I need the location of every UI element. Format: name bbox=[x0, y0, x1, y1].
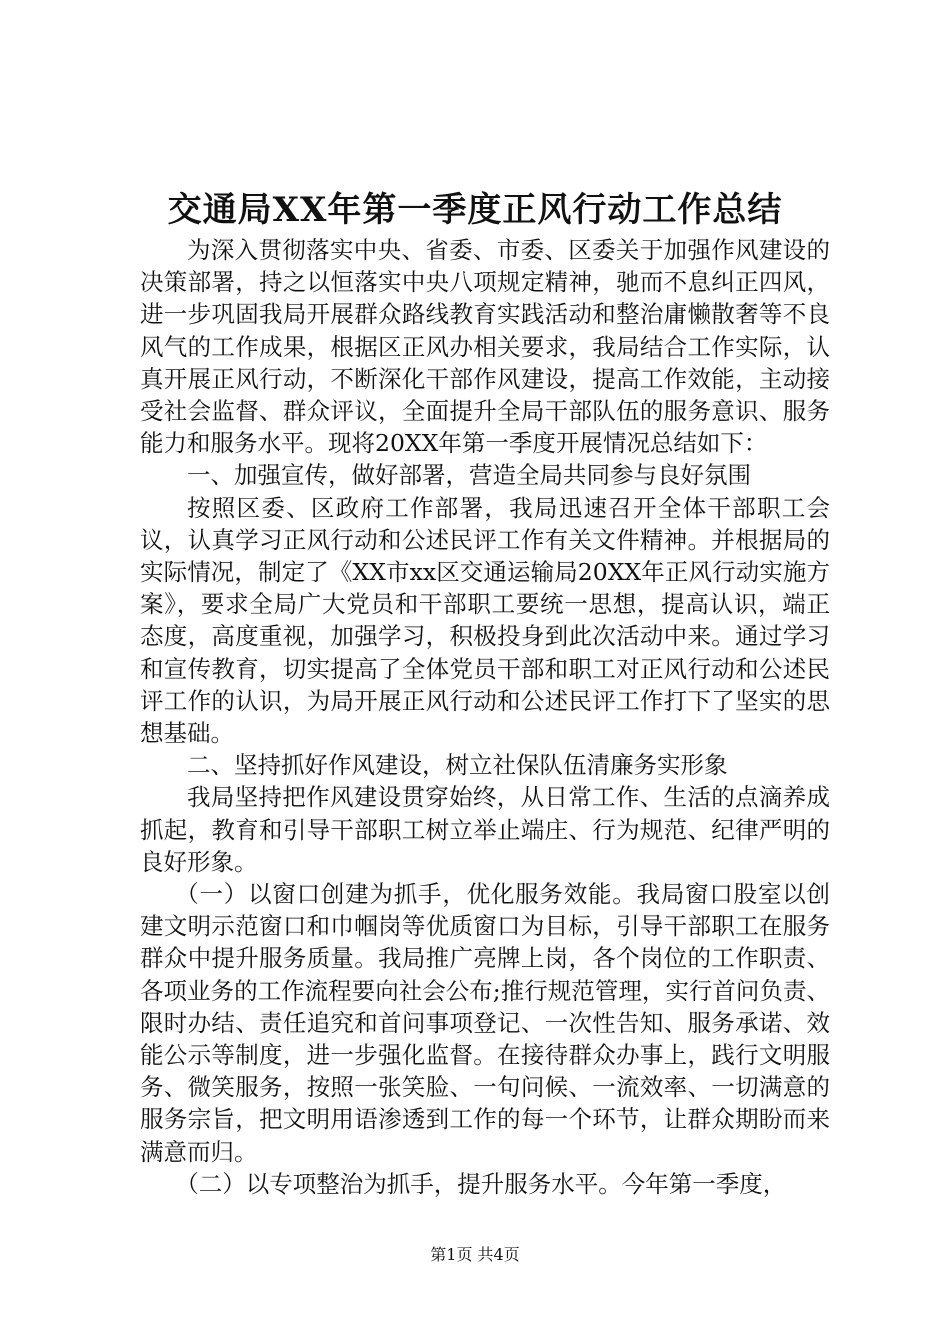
paragraph-section-1: 按照区委、区政府工作部署，我局迅速召开全体干部职工会议，认真学习正风行动和公述民评工作有关文件精神。并根据局的实际情况，制定了《XX市xx区交通运输局20XX年正风行动实施方案》，要求全局广大党员和干部职工要统一思想，提高认识，端正态度，高度重视，加强学习，积极投身到此次活动中来。通过学习和宣传教育，切实提高了全体党员干部和职工对正风行动和公述民评工作的认识，为局开展正风行动和公述民评工作打下了坚实的思想基础。 bbox=[140, 493, 830, 748]
section-heading-1: 一、加强宣传，做好部署，营造全局共同参与良好氛围 bbox=[187, 461, 751, 490]
document-title: 交通局XX年第一季度正风行动工作总结 bbox=[167, 190, 783, 230]
section-heading-2: 二、坚持抓好作风建设，树立社保队伍清廉务实形象 bbox=[187, 751, 728, 780]
paragraph-intro: 为深入贯彻落实中央、省委、市委、区委关于加强作风建设的决策部署，持之以恒落实中央八项规定精神，驰而不息纠正四风，进一步巩固我局开展群众路线教育实践活动和整治庸懒散奢等不良风气的工作成果，根据区正风办相关要求，我局结合工作实际，认真开展正风行动，不断深化干部作风建设，提高工作效能，主动接受社会监督、群众评议，全面提升全局干部队伍的服务意识、服务能力和服务水平。现将20XX年第一季度开展情况总结如下： bbox=[140, 236, 830, 458]
document-body bbox=[140, 234, 830, 1200]
paragraph-subsection-2: （二）以专项整治为抓手，提升服务水平。今年第一季度， bbox=[175, 1169, 787, 1198]
page-footer: 第1页 共4页 bbox=[430, 1245, 520, 1264]
paragraph-subsection-1: （一）以窗口创建为抓手，优化服务效能。我局窗口股室以创建文明示范窗口和巾帼岗等优质窗口为目标，引导干部职工在服务群众中提升服务质量。我局推广亮牌上岗，各个岗位的工作职责、各项业务的工作流程要向社会公布;推行规范管理，实行首问负责、限时办结、责任追究和首问事项登记、一次性告知、服务承诺、效能公示等制度，进一步强化监督。在接待群众办事上，践行文明服务、微笑服务，按照一张笑脸、一句问候、一流效率、一切满意的服务宗旨，把文明用语渗透到工作的每一个环节，让群众期盼而来满意而归。 bbox=[140, 880, 830, 1166]
paragraph-section-2: 我局坚持把作风建设贯穿始终，从日常工作、生活的点滴养成抓起，教育和引导干部职工树立举止端庄、行为规范、纪律严明的良好形象。 bbox=[140, 783, 830, 876]
